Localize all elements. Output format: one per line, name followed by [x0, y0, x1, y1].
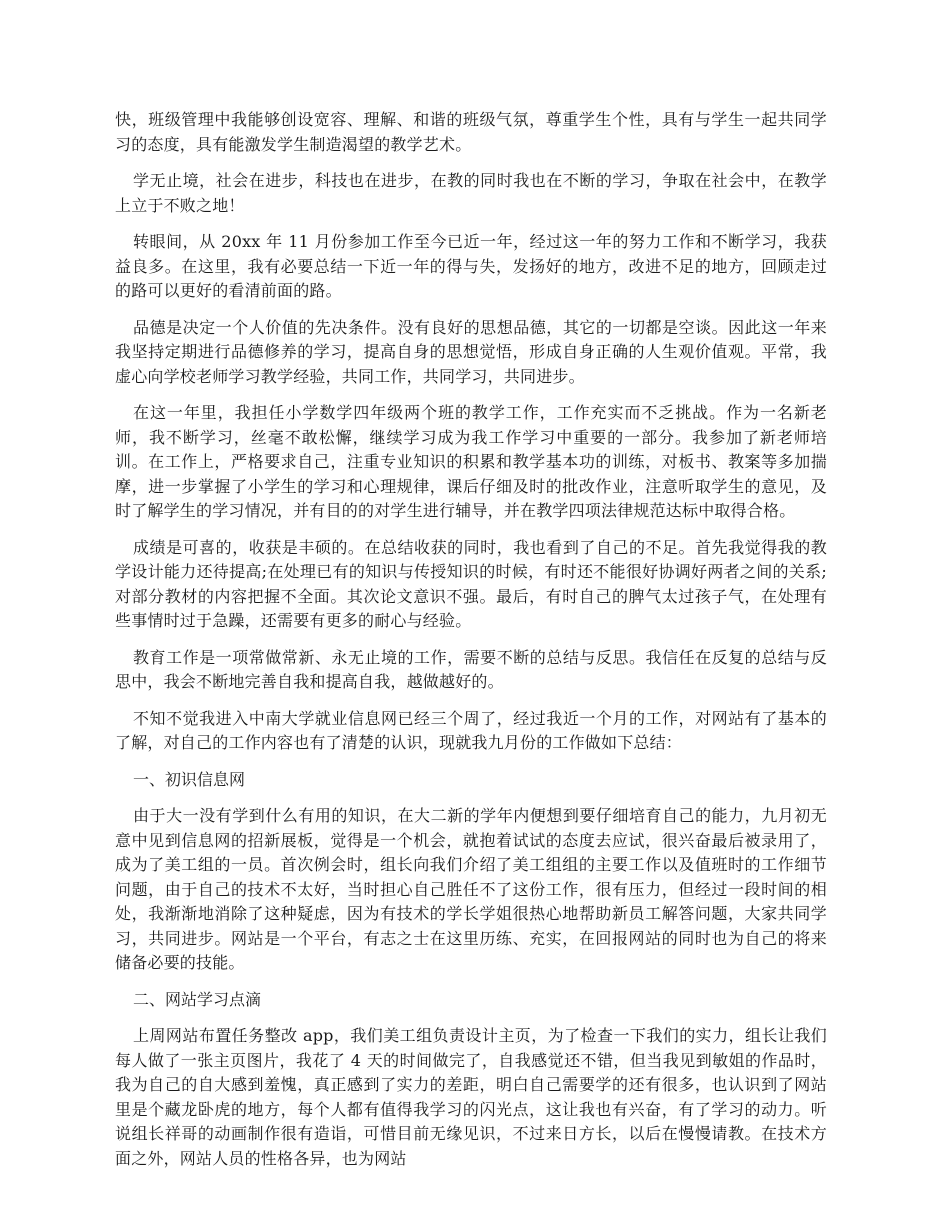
paragraph: 上周网站布置任务整改 app，我们美工组负责设计主页，为了检查一下我们的实力，组长让我们每人做了一张主页图片，我花了 4 天的时间做完了，自我感觉还不错，但当我见到敏姐的作品时，我为自己的自大感到羞愧，真正感到了实力的差距，明白自己需要学的还有很多，也认识到了网站里是个藏龙卧虎的地方，每个人都有值得我学习的闪光点，这让我也有兴奋，有了学习的动力。听说组长祥哥的动画制作很有造诣，可惜目前无缘见识，不过来日方长，以后在慢慢请教。在技术方面之外，网站人员的性格各异，也为网站 — [115, 1026, 827, 1168]
section-heading: 二、网站学习点滴 — [133, 989, 262, 1009]
paragraph: 品德是决定一个人价值的先决条件。没有良好的思想品德，其它的一切都是空谈。因此这一年来我坚持定期进行品德修养的学习，提高自身的思想觉悟，形成自身正确的人生观价值观。平常，我虚心向学校老师学习教学经验，共同工作，共同学习，共同进步。 — [115, 317, 827, 386]
paragraph: 在这一年里，我担任小学数学四年级两个班的教学工作，工作充实而不乏挑战。作为一名新老师，我不断学习，丝毫不敢松懈，继续学习成为我工作学习中重要的一部分。我参加了新老师培训。在工作上，严格要求自己，注重专业知识的积累和教学基本功的训练，对板书、教案等多加揣摩，进一步掌握了小学生的学习和心理规律，课后仔细及时的批改作业，注意听取学生的意见，及时了解学生的学习情况，并有目的的对学生进行辅导，并在教学四项法律规范达标中取得合格。 — [115, 403, 827, 520]
document-page — [115, 108, 827, 1183]
paragraph: 成绩是可喜的，收获是丰硕的。在总结收获的同时，我也看到了自己的不足。首先我觉得我的教学设计能力还待提高;在处理已有的知识与传授知识的时候，有时还不能很好协调好两者之间的关系;对部分教材的内容把握不全面。其次论文意识不强。最后，有时自己的脾气太过孩子气，在处理有些事情时过于急躁，还需要有更多的耐心与经验。 — [115, 537, 827, 630]
paragraph: 学无止境，社会在进步，科技也在进步，在教的同时我也在不断的学习，争取在社会中，在教学上立于不败之地！ — [115, 171, 827, 215]
section-heading: 一、初识信息网 — [133, 769, 246, 789]
paragraph: 教育工作是一项常做常新、永无止境的工作，需要不断的总结与反思。我信任在反复的总结与反思中，我会不断地完善自我和提高自我，越做越好的。 — [115, 647, 827, 691]
paragraph: 不知不觉我进入中南大学就业信息网已经三个周了，经过我近一个月的工作，对网站有了基本的了解，对自己的工作内容也有了清楚的认识，现就我九月份的工作做如下总结： — [115, 708, 827, 752]
paragraph: 由于大一没有学到什么有用的知识，在大二新的学年内便想到要仔细培育自己的能力，九月初无意中见到信息网的招新展板，觉得是一个机会，就抱着试试的态度去应试，很兴奋最后被录用了，成为了美工组的一员。首次例会时，组长向我们介绍了美工组组的主要工作以及值班时的工作细节问题，由于自己的技术不太好，当时担心自己胜任不了这份工作，很有压力，但经过一段时间的相处，我渐渐地消除了这种疑虑，因为有技术的学长学姐很热心地帮助新员工解答问题，大家共同学习，共同进步。网站是一个平台，有志之士在这里历练、充实，在回报网站的同时也为自己的将来储备必要的技能。 — [115, 806, 827, 972]
paragraph: 快，班级管理中我能够创设宽容、理解、和谐的班级气氛，尊重学生个性，具有与学生一起共同学习的态度，具有能激发学生制造渴望的教学艺术。 — [115, 110, 827, 154]
paragraph: 转眼间，从 20xx 年 11 月份参加工作至今已近一年，经过这一年的努力工作和不断学习，我获益良多。在这里，我有必要总结一下近一年的得与失，发扬好的地方，改进不足的地方，回顾走过的路可以更好的看清前面的路。 — [115, 232, 827, 300]
